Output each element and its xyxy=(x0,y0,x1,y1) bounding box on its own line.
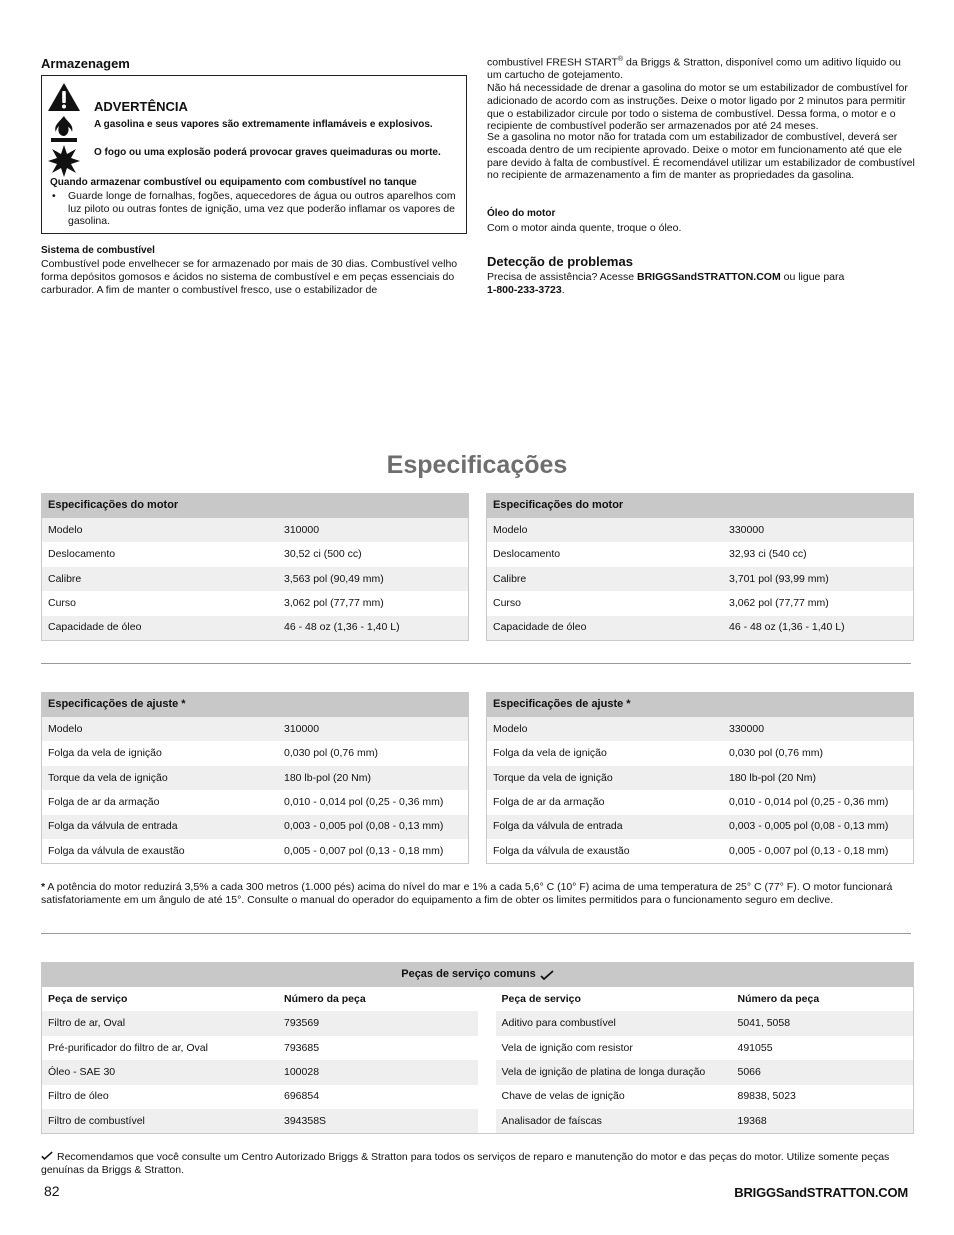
table-body xyxy=(487,717,913,863)
fresh-start-text-b: da Briggs & Stratton, disponível como um aditivo líquido ou um cartucho de gotejamento. xyxy=(487,56,901,82)
tuneup-specs-table-330000 xyxy=(486,692,914,864)
warning-box xyxy=(41,75,467,234)
spec-label: Folga da válvula de entrada xyxy=(493,820,623,833)
parts-footnote-text: Recomendamos que você consulte um Centro Autorizado Briggs & Stratton para todos os serviços de reparo e manutenção do motor e das peças do motor. Utilize somente peças genuínas da Briggs & Stratton. xyxy=(41,1151,890,1177)
flammable-icon xyxy=(47,114,81,144)
spec-value: 0,030 pol (0,76 mm) xyxy=(284,747,378,760)
table-row xyxy=(42,616,468,640)
part-number: 793685 xyxy=(284,1041,320,1054)
spec-value: 0,005 - 0,007 pol (0,13 - 0,18 mm) xyxy=(729,844,889,857)
spec-label: Folga da válvula de exaustão xyxy=(493,844,630,857)
specifications-title: Especificações xyxy=(386,451,568,479)
spec-label: Modelo xyxy=(48,523,83,536)
table-row xyxy=(42,815,468,839)
fresh-start-text-a: combustível FRESH START xyxy=(487,56,618,69)
spec-label: Folga da vela de ignição xyxy=(493,747,607,760)
part-number: 5066 xyxy=(737,1066,761,1079)
spec-label: Modelo xyxy=(493,722,528,735)
part-number: 89838, 5023 xyxy=(737,1090,796,1103)
registered-mark: ® xyxy=(617,56,624,63)
troubleshooting-text xyxy=(487,271,915,297)
service-parts-table xyxy=(41,962,914,1134)
table-row xyxy=(496,987,914,1011)
page-number: 82 xyxy=(44,1183,60,1199)
part-name: Aditivo para combustível xyxy=(501,1017,616,1030)
part-name: Chave de velas de ignição xyxy=(501,1090,625,1103)
check-icon xyxy=(41,1151,53,1160)
website-link[interactable]: BRIGGSandSTRATTON.COM xyxy=(637,271,781,283)
part-number: 100028 xyxy=(284,1066,320,1079)
spec-value: 0,005 - 0,007 pol (0,13 - 0,18 mm) xyxy=(284,844,444,857)
parts-header-label: Peças de serviço comuns xyxy=(401,967,536,980)
fuel-system-heading: Sistema de combustível xyxy=(41,245,155,256)
spec-label: Modelo xyxy=(48,722,83,735)
warning-bullet xyxy=(50,190,460,228)
spec-label: Deslocamento xyxy=(493,548,561,561)
warning-line-explosion: O fogo ou uma explosão poderá provocar graves queimaduras ou morte. xyxy=(94,147,441,158)
table-row xyxy=(42,839,468,863)
troubleshooting-text-c: . xyxy=(561,283,565,296)
explosion-icon xyxy=(47,144,81,178)
footnote-text: A potência do motor reduzirá 3,5% a cada 300 metros (1.000 pés) acima do nível do mar e 1% a cada 5,6° C (10° F) acima de uma temperatura de 25° C (77° F). O motor funcionará satisfatoriamente em um ângulo de até 15°. Consulte o manual do operador do equipamento a fim de obter os limites permitidos para o funcionamento seguro em declive. xyxy=(41,881,893,907)
spec-label: Torque da vela de ignição xyxy=(48,771,168,784)
parts-footnote xyxy=(41,1151,916,1177)
part-name: Vela de ignição de platina de longa duração xyxy=(501,1066,706,1079)
spec-label: Folga da válvula de entrada xyxy=(48,820,178,833)
spec-value: 3,563 pol (90,49 mm) xyxy=(284,572,384,585)
table-row xyxy=(496,1060,914,1084)
spec-label: Curso xyxy=(48,597,77,610)
part-number: 696854 xyxy=(284,1090,320,1103)
check-icon xyxy=(540,970,554,980)
part-name: Óleo - SAE 30 xyxy=(48,1066,116,1079)
troubleshooting-heading: Detecção de problemas xyxy=(487,254,633,269)
warning-triangle-icon xyxy=(47,82,81,112)
part-number: 491055 xyxy=(737,1041,773,1054)
phone-number: 1-800-233-3723 xyxy=(487,283,562,296)
spec-label: Modelo xyxy=(493,523,528,536)
table-row xyxy=(42,567,468,591)
engine-specs-table-310000 xyxy=(41,493,469,641)
spec-value: 46 - 48 oz (1,36 - 1,40 L) xyxy=(729,621,845,634)
warning-subhead: Quando armazenar combustível ou equipamento com combustível no tanque xyxy=(50,177,417,188)
spec-value: 3,062 pol (77,77 mm) xyxy=(729,597,829,610)
column-header-number: Número da peça xyxy=(284,992,366,1005)
table-row xyxy=(487,839,913,863)
table-row xyxy=(42,987,478,1011)
divider xyxy=(41,933,911,934)
parts-column-right xyxy=(478,987,914,1133)
table-row xyxy=(487,591,913,615)
table-body xyxy=(42,717,468,863)
tuneup-specs-table-310000 xyxy=(41,692,469,864)
spec-value: 32,93 ci (540 cc) xyxy=(729,548,807,561)
table-row xyxy=(42,1085,478,1109)
part-name: Vela de ignição com resistor xyxy=(501,1041,633,1054)
spec-value: 0,010 - 0,014 pol (0,25 - 0,36 mm) xyxy=(284,796,444,809)
storage-heading: Armazenagem xyxy=(41,56,130,71)
spec-value: 180 lb-pol (20 Nm) xyxy=(729,771,816,784)
table-row xyxy=(487,616,913,640)
spec-value: 180 lb-pol (20 Nm) xyxy=(284,771,371,784)
table-row xyxy=(42,1109,478,1133)
table-row xyxy=(42,717,468,741)
table-row xyxy=(496,1011,914,1035)
spec-value: 0,003 - 0,005 pol (0,08 - 0,13 mm) xyxy=(729,820,889,833)
part-number: 19368 xyxy=(737,1114,767,1127)
table-row xyxy=(42,591,468,615)
spec-value: 46 - 48 oz (1,36 - 1,40 L) xyxy=(284,621,400,634)
spec-value: 3,701 pol (93,99 mm) xyxy=(729,572,829,585)
spec-label: Calibre xyxy=(48,572,82,585)
warning-line-flammable: A gasolina e seus vapores são extremamente inflamáveis e explosivos. xyxy=(94,119,433,130)
part-number: 793569 xyxy=(284,1017,320,1030)
spec-value: 0,003 - 0,005 pol (0,08 - 0,13 mm) xyxy=(284,820,444,833)
fuel-system-text: Combustível pode envelhecer se for armazenado por mais de 30 dias. Combustível velho forma depósitos gomosos e ácidos no sistema de combustível e em peças essenciais do carburador. A fim de manter o combustível fresco, use o estabilizador de xyxy=(41,258,458,296)
part-name: Filtro de ar, Oval xyxy=(48,1017,126,1030)
footer-brand-link[interactable]: BRIGGSandSTRATTON.COM xyxy=(734,1185,908,1200)
divider xyxy=(41,663,911,664)
table-row xyxy=(487,717,913,741)
part-name: Analisador de faíscas xyxy=(501,1114,602,1127)
table-header: Especificações de ajuste * xyxy=(42,692,468,717)
table-row xyxy=(42,1036,478,1060)
table-row xyxy=(42,542,468,566)
table-row xyxy=(42,766,468,790)
bullet-dot: • xyxy=(52,190,56,202)
spec-value: 310000 xyxy=(284,722,320,735)
part-name: Filtro de óleo xyxy=(48,1090,109,1103)
spec-label: Torque da vela de ignição xyxy=(493,771,613,784)
spec-value: 330000 xyxy=(729,523,765,536)
spec-label: Folga da válvula de exaustão xyxy=(48,844,185,857)
table-row xyxy=(496,1085,914,1109)
table-row xyxy=(487,790,913,814)
spec-value: 3,062 pol (77,77 mm) xyxy=(284,597,384,610)
tuneup-footnote xyxy=(41,881,916,907)
spec-label: Capacidade de óleo xyxy=(493,621,587,634)
spec-value: 310000 xyxy=(284,523,320,536)
part-number: 5041, 5058 xyxy=(737,1017,791,1030)
warning-bullet-text: Guarde longe de fornalhas, fogões, aquecedores de água ou outros aparelhos com luz piloto ou outras fontes de ignição, uma vez que poderão inflamar os vapores de gasolina. xyxy=(68,190,456,228)
table-header xyxy=(42,962,913,987)
table-row xyxy=(42,1011,478,1035)
table-row xyxy=(487,542,913,566)
spec-label: Deslocamento xyxy=(48,548,116,561)
column-header-part: Peça de serviço xyxy=(48,992,128,1005)
spec-value: 330000 xyxy=(729,722,765,735)
part-number: 394358S xyxy=(284,1114,327,1127)
table-row xyxy=(487,567,913,591)
table-body xyxy=(42,518,468,640)
spec-label: Folga da vela de ignição xyxy=(48,747,162,760)
part-name: Pré-purificador do filtro de ar, Oval xyxy=(48,1041,208,1054)
stabilizer-paragraph: Não há necessidade de drenar a gasolina do motor se um estabilizador de combustível for adicionado de acordo com as instruções. Deixe o motor ligado por 2 minutos para permitir que o estabilizador circule por todo o sistema de combustível. Dessa forma, o motor e o recipiente de combustível poderão ser armazenados por até 24 meses. xyxy=(487,82,908,133)
table-body xyxy=(487,518,913,640)
column-header-part: Peça de serviço xyxy=(501,992,581,1005)
table-header: Especificações do motor xyxy=(487,493,913,518)
table-row xyxy=(496,1109,914,1133)
spec-label: Calibre xyxy=(493,572,527,585)
spec-label: Curso xyxy=(493,597,522,610)
part-name: Filtro de combustível xyxy=(48,1114,145,1127)
spec-value: 0,010 - 0,014 pol (0,25 - 0,36 mm) xyxy=(729,796,889,809)
table-row xyxy=(487,766,913,790)
warning-title: ADVERTÊNCIA xyxy=(94,99,188,114)
oil-heading: Óleo do motor xyxy=(487,208,556,219)
table-row xyxy=(487,741,913,765)
spec-value: 30,52 ci (500 cc) xyxy=(284,548,362,561)
fresh-start-paragraph xyxy=(487,56,915,82)
troubleshooting-text-a: Precisa de assistência? Acesse xyxy=(487,271,637,283)
engine-specs-table-330000 xyxy=(486,493,914,641)
table-row xyxy=(487,518,913,542)
drain-paragraph: Se a gasolina no motor não for tratada com um estabilizador de combustível, deverá ser escoada dentro de um recipiente aprovado. Deixe o motor em funcionamento até que ele pare devido à falta de combustível. É recomendável utilizar um estabilizador de combustível no recipiente de armazenamento a fim de manter as propriedades da gasolina. xyxy=(487,131,915,182)
table-row xyxy=(42,790,468,814)
oil-text: Com o motor ainda quente, troque o óleo. xyxy=(487,222,682,234)
parts-column-left xyxy=(42,987,478,1133)
table-header: Especificações de ajuste * xyxy=(487,692,913,717)
table-header: Especificações do motor xyxy=(42,493,468,518)
table-row xyxy=(496,1036,914,1060)
spec-label: Folga de ar da armação xyxy=(48,796,160,809)
spec-value: 0,030 pol (0,76 mm) xyxy=(729,747,823,760)
table-row xyxy=(42,1060,478,1084)
table-row xyxy=(42,741,468,765)
footnote-asterisk: * xyxy=(41,881,46,893)
table-row xyxy=(42,518,468,542)
table-row xyxy=(487,815,913,839)
column-header-number: Número da peça xyxy=(737,992,820,1005)
parts-columns xyxy=(42,987,913,1133)
spec-label: Capacidade de óleo xyxy=(48,621,142,634)
spec-label: Folga de ar da armação xyxy=(493,796,605,809)
troubleshooting-text-b: ou ligue para xyxy=(780,271,845,283)
